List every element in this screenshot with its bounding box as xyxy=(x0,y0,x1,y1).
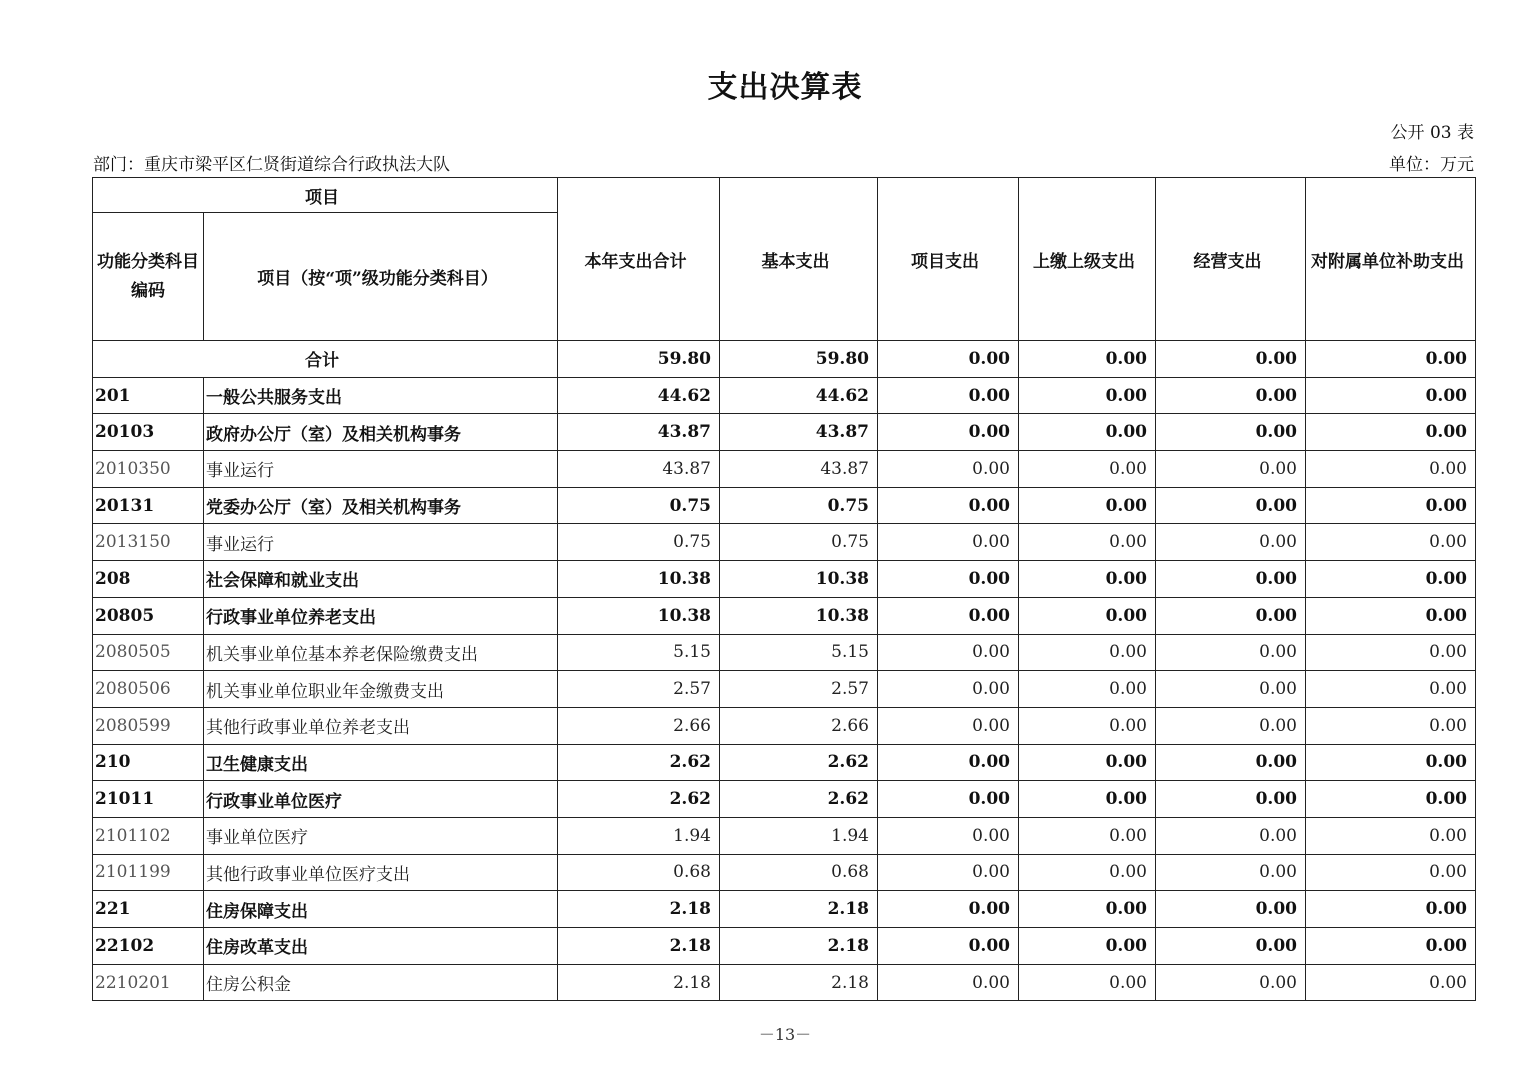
row-value: 0.00 xyxy=(1156,561,1306,598)
row-value: 0.00 xyxy=(1019,561,1156,598)
expenditure-table xyxy=(92,177,1476,1001)
row-value: 0.00 xyxy=(1019,928,1156,965)
row-name: 卫生健康支出 xyxy=(204,744,558,781)
row-value: 0.00 xyxy=(1306,377,1476,414)
row-value: 43.87 xyxy=(720,451,878,488)
row-value: 0.00 xyxy=(878,671,1019,708)
row-value: 0.00 xyxy=(1306,964,1476,1001)
header-total: 本年支出合计 xyxy=(558,178,720,341)
row-value: 5.15 xyxy=(558,634,720,671)
row-code: 2080506 xyxy=(93,671,204,708)
row-value: 2.57 xyxy=(720,671,878,708)
row-code: 20131 xyxy=(93,487,204,524)
row-value: 0.00 xyxy=(1156,671,1306,708)
row-name: 事业运行 xyxy=(204,524,558,561)
row-value: 0.68 xyxy=(558,854,720,891)
row-value: 0.00 xyxy=(878,928,1019,965)
row-value: 43.87 xyxy=(720,414,878,451)
row-code: 210 xyxy=(93,744,204,781)
row-value: 10.38 xyxy=(558,597,720,634)
header-operating: 经营支出 xyxy=(1156,178,1306,341)
row-value: 0.00 xyxy=(1306,634,1476,671)
row-value: 0.00 xyxy=(1019,451,1156,488)
row-name: 住房公积金 xyxy=(204,964,558,1001)
row-value: 0.00 xyxy=(1156,707,1306,744)
row-value: 0.00 xyxy=(878,561,1019,598)
row-value: 0.00 xyxy=(1019,744,1156,781)
form-number: 公开 03 表 xyxy=(1390,123,1474,143)
row-value: 2.57 xyxy=(558,671,720,708)
total-value: 0.00 xyxy=(1306,341,1476,378)
row-code: 2013150 xyxy=(93,524,204,561)
row-name: 住房保障支出 xyxy=(204,891,558,928)
row-value: 0.00 xyxy=(1306,781,1476,818)
table-row xyxy=(93,817,1476,854)
department-label: 部门：重庆市梁平区仁贤街道综合行政执法大队 xyxy=(93,155,450,175)
row-value: 2.18 xyxy=(558,928,720,965)
row-value: 0.00 xyxy=(1019,377,1156,414)
table-row xyxy=(93,597,1476,634)
row-value: 2.66 xyxy=(558,707,720,744)
total-value: 0.00 xyxy=(878,341,1019,378)
row-value: 2.18 xyxy=(720,891,878,928)
row-value: 0.00 xyxy=(1306,707,1476,744)
row-code: 20103 xyxy=(93,414,204,451)
row-name: 事业单位医疗 xyxy=(204,817,558,854)
table-row xyxy=(93,781,1476,818)
header-project: 项目 xyxy=(93,178,558,213)
row-value: 0.00 xyxy=(1019,781,1156,818)
row-value: 0.00 xyxy=(1156,964,1306,1001)
row-value: 0.00 xyxy=(878,781,1019,818)
row-code: 2010350 xyxy=(93,451,204,488)
row-code: 2101199 xyxy=(93,854,204,891)
row-value: 0.00 xyxy=(878,707,1019,744)
row-value: 43.87 xyxy=(558,451,720,488)
row-code: 20805 xyxy=(93,597,204,634)
table-row xyxy=(93,964,1476,1001)
row-value: 0.00 xyxy=(1019,854,1156,891)
row-name: 机关事业单位基本养老保险缴费支出 xyxy=(204,634,558,671)
row-value: 2.66 xyxy=(720,707,878,744)
table-row xyxy=(93,707,1476,744)
row-value: 2.62 xyxy=(558,744,720,781)
row-value: 0.00 xyxy=(878,891,1019,928)
row-value: 10.38 xyxy=(558,561,720,598)
row-value: 10.38 xyxy=(720,561,878,598)
row-value: 0.75 xyxy=(720,524,878,561)
row-value: 0.00 xyxy=(1306,487,1476,524)
row-value: 0.75 xyxy=(720,487,878,524)
total-value: 0.00 xyxy=(1156,341,1306,378)
row-value: 0.00 xyxy=(1156,377,1306,414)
row-value: 0.00 xyxy=(1019,707,1156,744)
row-value: 0.00 xyxy=(878,744,1019,781)
row-value: 0.00 xyxy=(1156,414,1306,451)
row-value: 0.00 xyxy=(1019,671,1156,708)
row-name: 住房改革支出 xyxy=(204,928,558,965)
row-value: 0.00 xyxy=(1156,744,1306,781)
table-row xyxy=(93,487,1476,524)
row-value: 0.00 xyxy=(1156,928,1306,965)
row-value: 43.87 xyxy=(558,414,720,451)
row-value: 1.94 xyxy=(558,817,720,854)
row-value: 0.00 xyxy=(878,487,1019,524)
row-name: 其他行政事业单位养老支出 xyxy=(204,707,558,744)
row-value: 0.75 xyxy=(558,487,720,524)
row-value: 0.00 xyxy=(1019,414,1156,451)
row-value: 0.00 xyxy=(1019,891,1156,928)
table-row xyxy=(93,561,1476,598)
row-value: 44.62 xyxy=(558,377,720,414)
table-row xyxy=(93,377,1476,414)
row-value: 0.68 xyxy=(720,854,878,891)
row-code: 22102 xyxy=(93,928,204,965)
header-code: 功能分类科目编码 xyxy=(93,213,204,341)
row-value: 0.00 xyxy=(1306,561,1476,598)
row-value: 0.00 xyxy=(1019,487,1156,524)
row-name: 机关事业单位职业年金缴费支出 xyxy=(204,671,558,708)
row-value: 2.18 xyxy=(558,891,720,928)
row-value: 0.00 xyxy=(1156,524,1306,561)
row-value: 0.00 xyxy=(878,634,1019,671)
row-name: 政府办公厅（室）及相关机构事务 xyxy=(204,414,558,451)
row-value: 0.00 xyxy=(878,524,1019,561)
row-value: 0.00 xyxy=(878,414,1019,451)
row-value: 44.62 xyxy=(720,377,878,414)
row-value: 5.15 xyxy=(720,634,878,671)
row-value: 0.00 xyxy=(1306,891,1476,928)
row-value: 0.00 xyxy=(1156,487,1306,524)
table-row xyxy=(93,854,1476,891)
row-value: 0.00 xyxy=(1156,781,1306,818)
unit-label: 单位：万元 xyxy=(1389,155,1474,175)
row-value: 0.00 xyxy=(1306,414,1476,451)
row-name: 行政事业单位养老支出 xyxy=(204,597,558,634)
row-value: 0.00 xyxy=(1306,451,1476,488)
table-row xyxy=(93,744,1476,781)
row-value: 0.00 xyxy=(878,451,1019,488)
row-name: 行政事业单位医疗 xyxy=(204,781,558,818)
total-value: 59.80 xyxy=(720,341,878,378)
table-row xyxy=(93,524,1476,561)
header-remit: 上缴上级支出 xyxy=(1019,178,1156,341)
row-value: 0.00 xyxy=(878,597,1019,634)
row-value: 0.00 xyxy=(1019,817,1156,854)
row-value: 0.00 xyxy=(1156,891,1306,928)
row-value: 2.18 xyxy=(720,928,878,965)
row-code: 2080505 xyxy=(93,634,204,671)
row-value: 0.00 xyxy=(878,854,1019,891)
header-name: 项目（按“项”级功能分类科目） xyxy=(204,213,558,341)
row-name: 其他行政事业单位医疗支出 xyxy=(204,854,558,891)
row-name: 一般公共服务支出 xyxy=(204,377,558,414)
row-code: 201 xyxy=(93,377,204,414)
row-value: 0.00 xyxy=(1156,854,1306,891)
row-value: 2.62 xyxy=(720,781,878,818)
row-value: 0.00 xyxy=(878,964,1019,1001)
table-row xyxy=(93,414,1476,451)
row-value: 2.62 xyxy=(720,744,878,781)
row-value: 2.18 xyxy=(558,964,720,1001)
row-value: 0.00 xyxy=(1306,744,1476,781)
row-value: 1.94 xyxy=(720,817,878,854)
header-basic: 基本支出 xyxy=(720,178,878,341)
row-value: 0.00 xyxy=(1306,524,1476,561)
row-value: 0.00 xyxy=(1306,854,1476,891)
table-row xyxy=(93,891,1476,928)
header-subsidy: 对附属单位补助支出 xyxy=(1306,178,1476,341)
table-row xyxy=(93,634,1476,671)
row-code: 2080599 xyxy=(93,707,204,744)
row-code: 2101102 xyxy=(93,817,204,854)
table-row xyxy=(93,928,1476,965)
row-value: 0.00 xyxy=(1156,597,1306,634)
row-value: 0.00 xyxy=(878,817,1019,854)
row-value: 2.62 xyxy=(558,781,720,818)
row-name: 党委办公厅（室）及相关机构事务 xyxy=(204,487,558,524)
total-label: 合计 xyxy=(93,341,558,378)
table-row xyxy=(93,671,1476,708)
row-value: 0.00 xyxy=(1156,451,1306,488)
table-row xyxy=(93,451,1476,488)
row-value: 0.00 xyxy=(1306,928,1476,965)
row-name: 事业运行 xyxy=(204,451,558,488)
page-number: －13－ xyxy=(758,1025,812,1044)
row-code: 2210201 xyxy=(93,964,204,1001)
row-value: 0.75 xyxy=(558,524,720,561)
row-value: 0.00 xyxy=(1019,524,1156,561)
row-value: 0.00 xyxy=(1306,817,1476,854)
row-value: 10.38 xyxy=(720,597,878,634)
row-value: 0.00 xyxy=(1019,964,1156,1001)
row-value: 2.18 xyxy=(720,964,878,1001)
total-row xyxy=(93,341,1476,378)
total-value: 59.80 xyxy=(558,341,720,378)
row-value: 0.00 xyxy=(1156,817,1306,854)
row-code: 208 xyxy=(93,561,204,598)
row-code: 21011 xyxy=(93,781,204,818)
row-value: 0.00 xyxy=(1306,597,1476,634)
total-value: 0.00 xyxy=(1019,341,1156,378)
row-value: 0.00 xyxy=(1019,634,1156,671)
row-code: 221 xyxy=(93,891,204,928)
row-value: 0.00 xyxy=(1156,634,1306,671)
row-value: 0.00 xyxy=(1306,671,1476,708)
row-value: 0.00 xyxy=(1019,597,1156,634)
page-title: 支出决算表 xyxy=(707,70,863,105)
header-project-expense: 项目支出 xyxy=(878,178,1019,341)
row-name: 社会保障和就业支出 xyxy=(204,561,558,598)
row-value: 0.00 xyxy=(878,377,1019,414)
